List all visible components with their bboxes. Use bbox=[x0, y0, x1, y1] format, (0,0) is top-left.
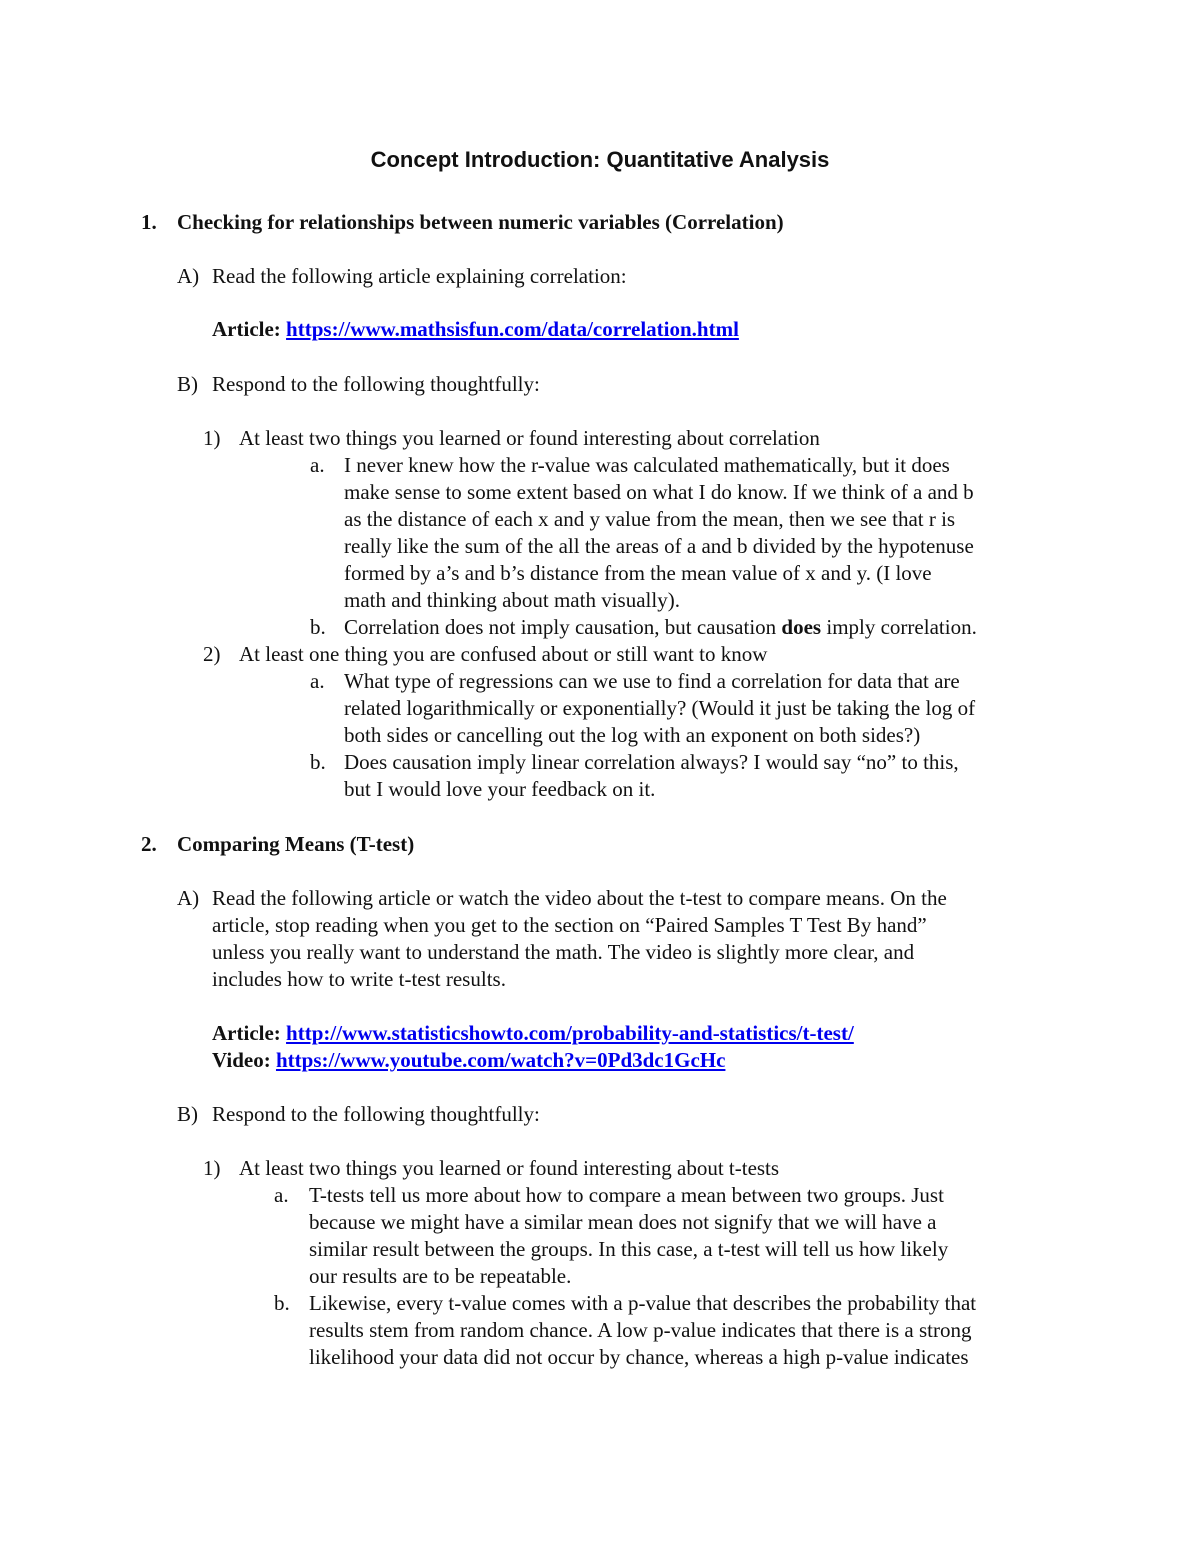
s2-q1a-line: our results are to be repeatable. bbox=[309, 1264, 572, 1288]
s1-q1b-bold: does bbox=[781, 615, 822, 639]
s2-q1b-line: likelihood your data did not occur by chance, whereas a high p-value indicates bbox=[309, 1345, 969, 1369]
s2-q1a-marker: a. bbox=[274, 1183, 289, 1207]
s2-a-line: unless you really want to understand the math. The video is slightly more clear, and bbox=[212, 940, 915, 964]
s1-a-marker: A) bbox=[177, 264, 200, 288]
s1-q1-text: At least two things you learned or found interesting about correlation bbox=[239, 426, 820, 450]
s1-q1b-pre: Correlation does not imply causation, but causation bbox=[344, 615, 782, 639]
s2-article-label: Article: bbox=[212, 1021, 281, 1045]
s1-q2a-line: both sides or cancelling out the log with an exponent on both sides?) bbox=[344, 723, 921, 747]
s1-b-text: Respond to the following thoughtfully: bbox=[212, 372, 540, 396]
section-1-number: 1. bbox=[141, 210, 157, 234]
s2-video-link[interactable]: https://www.youtube.com/watch?v=0Pd3dc1GcHc bbox=[275, 1048, 726, 1072]
s1-q2-text: At least one thing you are confused about or still want to know bbox=[239, 642, 768, 666]
s1-q2b-line: but I would love your feedback on it. bbox=[344, 777, 656, 801]
s2-a-line: Read the following article or watch the video about the t-test to compare means. On the bbox=[212, 886, 947, 910]
s1-q1b-line bbox=[344, 614, 977, 641]
s2-q1b-marker: b. bbox=[274, 1291, 290, 1315]
s1-q1b-marker: b. bbox=[310, 615, 326, 639]
section-1-heading: Checking for relationships between numeric variables (Correlation) bbox=[177, 210, 784, 234]
document-title: Concept Introduction: Quantitative Analysis bbox=[370, 147, 830, 172]
s1-q1b-post: imply correlation. bbox=[821, 615, 977, 639]
section-2-heading: Comparing Means (T-test) bbox=[177, 832, 415, 856]
s1-q1a-marker: a. bbox=[310, 453, 325, 477]
s2-q1-text: At least two things you learned or found interesting about t-tests bbox=[239, 1156, 780, 1180]
s2-a-marker: A) bbox=[177, 886, 200, 910]
s2-video-label: Video: bbox=[212, 1048, 271, 1072]
s2-q1a-line: similar result between the groups. In this case, a t-test will tell us how likely bbox=[309, 1237, 949, 1261]
s2-b-text: Respond to the following thoughtfully: bbox=[212, 1102, 540, 1126]
section-2-number: 2. bbox=[141, 832, 157, 856]
s2-b-marker: B) bbox=[177, 1102, 198, 1126]
s1-a-text: Read the following article explaining correlation: bbox=[212, 264, 627, 288]
s2-article-link[interactable]: http://www.statisticshowto.com/probability-and-statistics/t-test/ bbox=[286, 1021, 854, 1045]
s1-b-marker: B) bbox=[177, 372, 198, 396]
s1-q2a-line: What type of regressions can we use to find a correlation for data that are bbox=[344, 669, 960, 693]
s2-video-line bbox=[212, 1047, 725, 1074]
s2-a-line: article, stop reading when you get to the section on “Paired Samples T Test By hand” bbox=[212, 913, 927, 937]
s2-q1-marker: 1) bbox=[203, 1156, 221, 1180]
s2-q1b-line: Likewise, every t-value comes with a p-value that describes the probability that bbox=[309, 1291, 977, 1315]
s1-q2a-marker: a. bbox=[310, 669, 325, 693]
s1-q2b-marker: b. bbox=[310, 750, 326, 774]
s1-q1a-line: make sense to some extent based on what I do know. If we think of a and b bbox=[344, 480, 974, 504]
s2-q1a-line: because we might have a similar mean does not signify that we will have a bbox=[309, 1210, 937, 1234]
s2-article-line bbox=[212, 1020, 854, 1047]
s1-q2b-line: Does causation imply linear correlation always? I would say “no” to this, bbox=[344, 750, 959, 774]
s1-article-link[interactable]: https://www.mathsisfun.com/data/correlation.html bbox=[286, 317, 739, 341]
s1-article-line bbox=[212, 316, 739, 343]
s1-q1a-line: math and thinking about math visually). bbox=[344, 588, 680, 612]
s1-article-label: Article: bbox=[212, 317, 281, 341]
s1-q1a-line: I never knew how the r-value was calculated mathematically, but it does bbox=[344, 453, 950, 477]
s1-q1a-line: formed by a’s and b’s distance from the mean value of x and y. (I love bbox=[344, 561, 932, 585]
s2-q1b-line: results stem from random chance. A low p-value indicates that there is a strong bbox=[309, 1318, 972, 1342]
s1-q1a-line: really like the sum of the all the areas of a and b divided by the hypotenuse bbox=[344, 534, 974, 558]
s1-q1a-line: as the distance of each x and y value from the mean, then we see that r is bbox=[344, 507, 956, 531]
s1-q2a-line: related logarithmically or exponentially? (Would it just be taking the log of bbox=[344, 696, 976, 720]
s1-q2-marker: 2) bbox=[203, 642, 221, 666]
s2-q1a-line: T-tests tell us more about how to compare a mean between two groups. Just bbox=[309, 1183, 944, 1207]
s2-a-line: includes how to write t-test results. bbox=[212, 967, 506, 991]
s1-q1-marker: 1) bbox=[203, 426, 221, 450]
